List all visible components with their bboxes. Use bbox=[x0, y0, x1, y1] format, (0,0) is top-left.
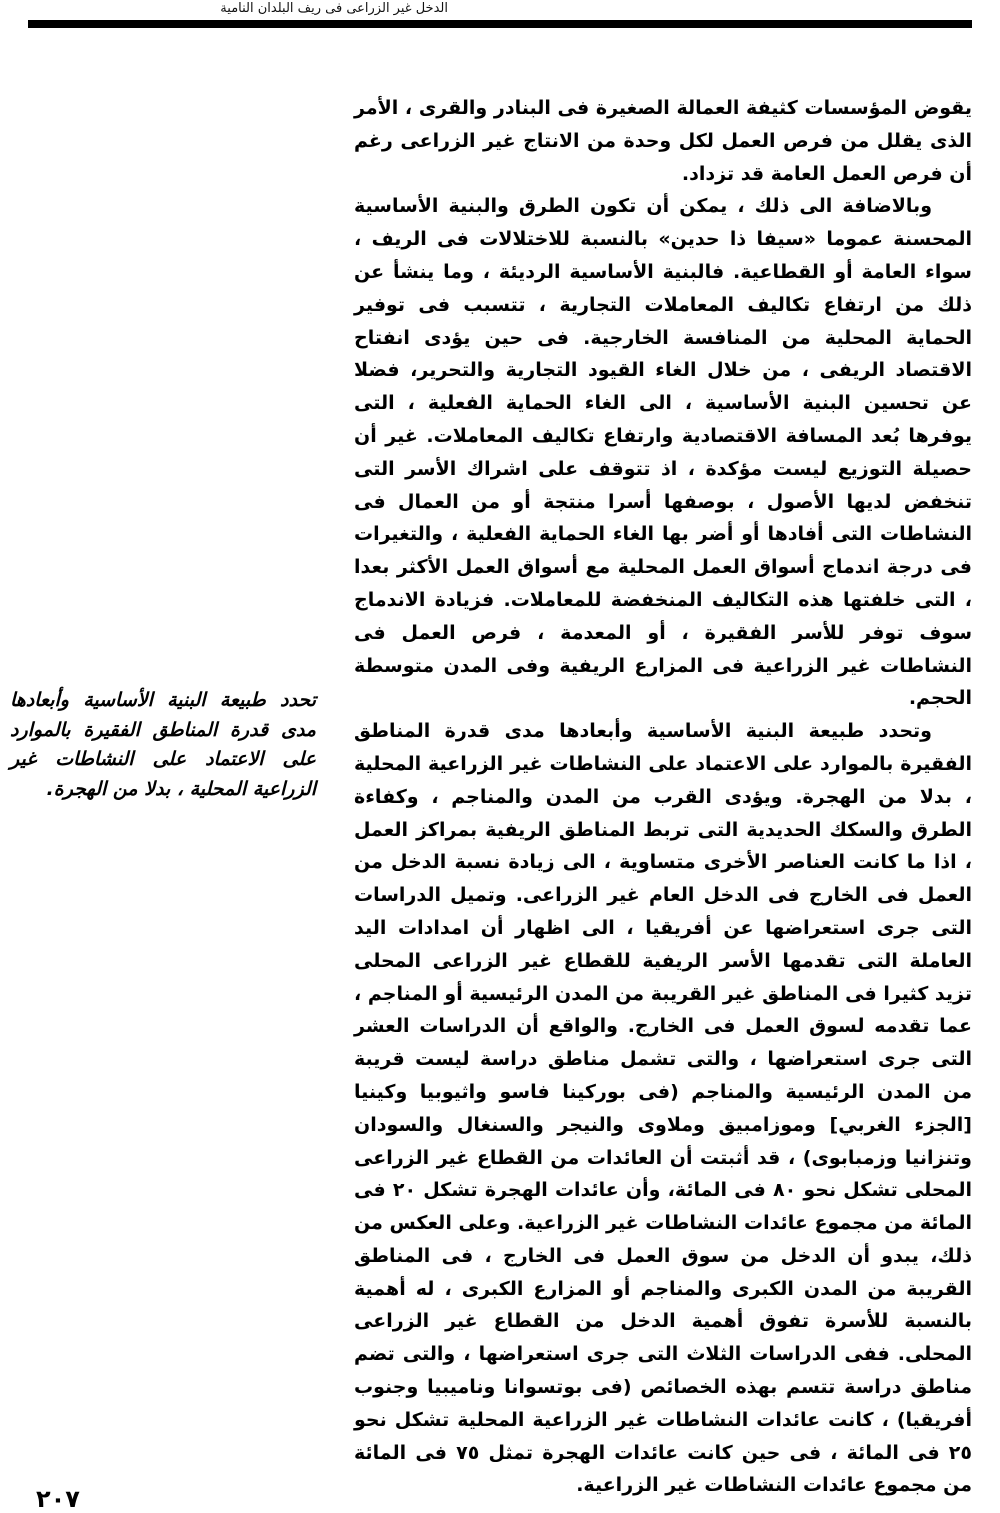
margin-note: تحدد طبيعة البنية الأساسية وأبعادها مدى قدرة المناطق الفقيرة بالموارد على الاعتماد على النشاطات غير الزراعية المحلية ، بدلا من الهجرة. bbox=[10, 689, 316, 800]
body-paragraph: وبالاضافة الى ذلك ، يمكن أن تكون الطرق والبنية الأساسية المحسنة عموما «سيفا ذا حدين» بالنسبة للاختلالات فى الريف ، سواء العامة أو القطاعية. فالبنية الأساسية الرديئة ، وما ينشأ عن ذلك من ارتفاع تكاليف المعاملات التجارية ، تتسبب فى توفير الحماية المحلية من المنافسة الخارجية. فى حين يؤدى انفتاح الاقتصاد الريفى ، من خلال الغاء القيود التجارية والتحرير، فضلا عن تحسين البنية الأساسية ، الى الغاء الحماية الفعلية ، التى يوفرها بُعد المسافة الاقتصادية وارتفاع تكاليف المعاملات. غير أن حصيلة التوزيع ليست مؤكدة ، اذ تتوقف على اشراك الأسر التى تنخفض لديها الأصول ، بوصفها أسرا منتجة أو من العمال فى النشاطات التى أفادها أو أضر بها الغاء الحماية الفعلية ، والتغيرات فى درجة اندماج أسواق العمل المحلية مع أسواق العمل الأكثر بعدا ، التى خلفتها هذه التكاليف المنخفضة للمعاملات. فزيادة الاندماج سوف توفر للأسر الفقيرة ، أو المعدمة ، فرص العمل فى النشاطات غير الزراعية فى المزارع الريفية وفى المدن متوسطة الحجم. bbox=[354, 195, 972, 710]
page-number: ٢٠٧ bbox=[36, 1485, 80, 1513]
body-paragraph-continuation: يقوض المؤسسات كثيفة العمالة الصغيرة فى البنادر والقرى ، الأمر الذى يقلل من فرص العمل لكل وحدة من الانتاج غير الزراعى رغم أن فرص العمل العامة قد تزداد. bbox=[354, 97, 972, 185]
header-rule bbox=[28, 20, 972, 28]
running-header: الدخل غير الزراعى فى ريف البلدان النامية bbox=[220, 1, 448, 16]
body-paragraph: وتحدد طبيعة البنية الأساسية وأبعادها مدى قدرة المناطق الفقيرة بالموارد على الاعتماد على النشاطات غير الزراعية المحلية ، بدلا من الهجرة. ويؤدى القرب من المدن والمناجم ، وكفاءة الطرق والسكك الحديدية التى تربط المناطق الريفية بمراكز العمل ، اذا ما كانت العناصر الأخرى متساوية ، الى زيادة نسبة الدخل من العمل فى الخارج فى الدخل العام غير الزراعى. وتميل الدراسات التى جرى استعراضها عن أفريقيا ، الى اظهار أن امدادات اليد العاملة التى تقدمها الأسر الريفية للقطاع غير الزراعى المحلى تزيد كثيرا فى المناطق غير القريبة من المدن الرئيسية أو المناجم ، عما تقدمه لسوق العمل فى الخارج. والواقع أن الدراسات العشر التى جرى استعراضها ، والتى تشمل مناطق دراسة ليست قريبة من المدن الرئيسية والمناجم (فى بوركينا فاسو واثيوبيا وكينيا [الجزء الغربي] وموزامبيق وملاوى والنيجر والسنغال والسودان وتنزانيا وزمبابوى) ، قد أثبتت أن العائدات من القطاع غير الزراعى المحلى تشكل نحو ٨٠ فى المائة، وأن عائدات الهجرة تشكل ٢٠ فى المائة من مجموع عائدات النشاطات غير الزراعية. وعلى العكس من ذلك، يبدو أن الدخل من سوق العمل فى الخارج ، فى المناطق القريبة من المدن الكبرى والمناجم أو المزارع الكبرى ، له أهمية بالنسبة للأسرة تفوق أهمية الدخل من القطاع غير الزراعى المحلى. ففى الدراسات الثلاث التى جرى استعراضها ، والتى تضم مناطق دراسة تتسم بهذه الخصائص (فى بوتسوانا وناميبيا وجنوب أفريقيا) ، كانت عائدات النشاطات غير الزراعية المحلية تشكل نحو ٢٥ فى المائة ، فى حين كانت عائدات الهجرة تمثل ٧٥ فى المائة من مجموع عائدات النشاطات غير الزراعية. bbox=[354, 720, 973, 1497]
body-text-column bbox=[354, 92, 972, 1502]
